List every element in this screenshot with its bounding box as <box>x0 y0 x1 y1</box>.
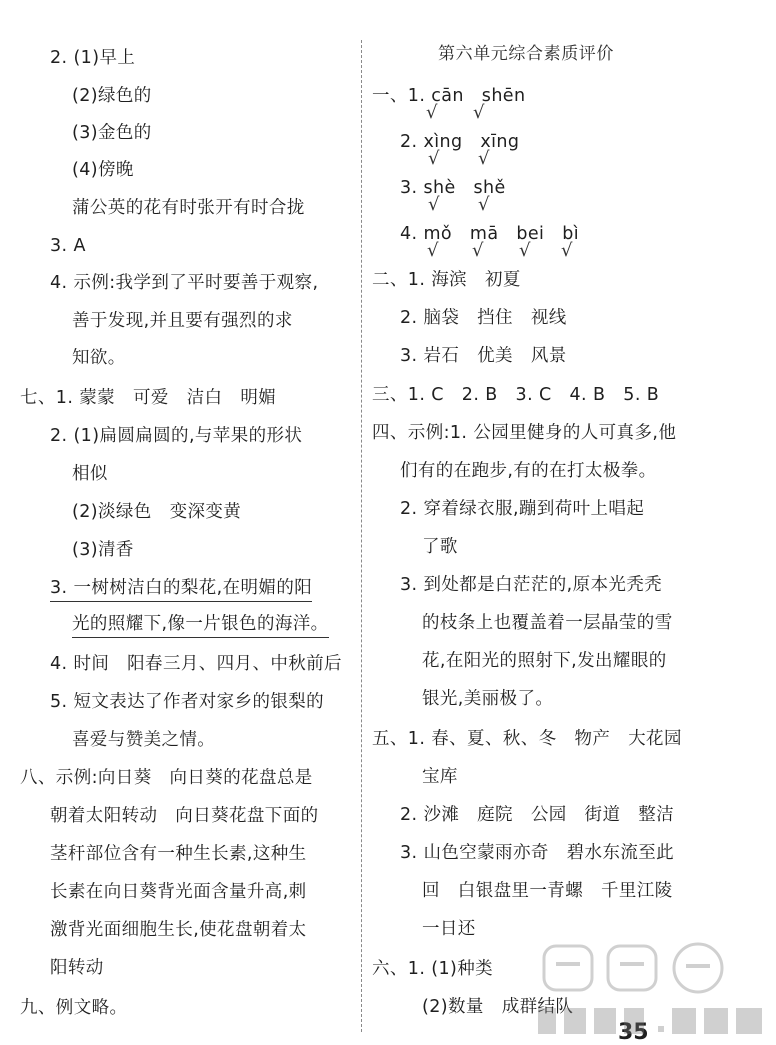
answer-line: 3. 岩石 优美 风景 <box>400 346 567 366</box>
check-mark-icon: √ <box>426 102 438 123</box>
answer-line: 3. A <box>50 236 86 256</box>
answer-line: 2. xìng xīng <box>400 132 520 152</box>
answer-line: 一日还 <box>422 919 476 939</box>
answer-line: (2)淡绿色 变深变黄 <box>72 502 242 522</box>
answer-line: 回 白银盘里一青螺 千里江陵 <box>422 881 673 901</box>
answer-line: 阳转动 <box>50 958 104 978</box>
answer-line: 3. shè shě <box>400 178 506 198</box>
section-heading-line: 八、示例:向日葵 向日葵的花盘总是 <box>20 768 313 788</box>
section-heading-line: 一、1. cān shēn <box>372 86 526 106</box>
answer-line: 2. 穿着绿衣服,蹦到荷叶上唱起 <box>400 499 645 519</box>
answer-line: (2)绿色的 <box>72 86 152 106</box>
check-mark-icon: √ <box>478 194 490 215</box>
answer-line: 2. (1)早上 <box>50 48 136 68</box>
section-heading-line: 二、1. 海滨 初夏 <box>372 270 521 290</box>
answer-line: 善于发现,并且要有强烈的求 <box>72 311 293 331</box>
answer-line: 的枝条上也覆盖着一层晶莹的雪 <box>422 613 673 633</box>
answer-line: 2. (1)扁圆扁圆的,与苹果的形状 <box>50 426 303 446</box>
answer-line: 宝库 <box>422 767 458 787</box>
check-mark-icon: √ <box>427 240 439 261</box>
section-heading-line: 五、1. 春、夏、秋、冬 物产 大花园 <box>372 729 682 749</box>
answer-line: 3. 山色空蒙雨亦奇 碧水东流至此 <box>400 843 675 863</box>
check-mark-icon: √ <box>473 102 485 123</box>
answer-line: 喜爱与赞美之情。 <box>72 730 216 750</box>
answer-line: (3)金色的 <box>72 123 152 143</box>
section-heading-line: 四、示例:1. 公园里健身的人可真多,他 <box>372 423 677 443</box>
answer-line: 4. 示例:我学到了平时要善于观察, <box>50 273 319 293</box>
page-title: 第六单元综合素质评价 <box>438 44 614 64</box>
check-mark-icon: √ <box>561 240 573 261</box>
section-heading-line: 九、例文略。 <box>20 998 128 1018</box>
answer-line: 4. 时间 阳春三月、四月、中秋前后 <box>50 654 342 674</box>
check-mark-icon: √ <box>428 194 440 215</box>
section-heading-line: 七、1. 蒙蒙 可爱 洁白 明媚 <box>20 388 277 408</box>
watermark-logo <box>530 940 770 1045</box>
check-mark-icon: √ <box>519 240 531 261</box>
answer-line: 2. 脑袋 挡住 视线 <box>400 308 567 328</box>
answer-line: 相似 <box>72 464 108 484</box>
answer-line: 激背光面细胞生长,使花盘朝着太 <box>50 920 307 940</box>
underlined-answer-line: 3. 一树树洁白的梨花,在明媚的阳 <box>50 576 312 602</box>
answer-line: 们有的在跑步,有的在打太极拳。 <box>400 461 657 481</box>
answer-line: 朝着太阳转动 向日葵花盘下面的 <box>50 806 319 826</box>
answer-line: 2. 沙滩 庭院 公园 街道 整洁 <box>400 805 675 825</box>
section-heading-line: 三、1. C 2. B 3. C 4. B 5. B <box>372 385 660 405</box>
answer-line: 4. mǒ mā bei bì <box>400 224 579 244</box>
answer-line: 茎秆部位含有一种生长素,这种生 <box>50 844 307 864</box>
column-divider <box>361 40 362 1032</box>
answer-line: 蒲公英的花有时张开有时合拢 <box>72 198 305 218</box>
answer-line: 长素在向日葵背光面含量升高,刺 <box>50 882 307 902</box>
check-mark-icon: √ <box>472 240 484 261</box>
answer-line: 知欲。 <box>72 348 126 368</box>
answer-line: 3. 到处都是白茫茫的,原本光秃秃 <box>400 575 663 595</box>
underlined-answer-line: 光的照耀下,像一片银色的海洋。 <box>72 612 329 638</box>
page-number: 35 <box>618 1020 649 1045</box>
answer-line: 银光,美丽极了。 <box>422 689 554 709</box>
answer-line: 花,在阳光的照射下,发出耀眼的 <box>422 651 667 671</box>
answer-line: (3)清香 <box>72 540 134 560</box>
section-heading-line: 六、1. (1)种类 <box>372 959 494 979</box>
answer-line: (4)傍晚 <box>72 160 134 180</box>
answer-line: 了歌 <box>422 537 458 557</box>
answer-line: 5. 短文表达了作者对家乡的银梨的 <box>50 692 325 712</box>
check-mark-icon: √ <box>428 148 440 169</box>
check-mark-icon: √ <box>478 148 490 169</box>
answer-line: (2)数量 成群结队 <box>422 997 574 1017</box>
